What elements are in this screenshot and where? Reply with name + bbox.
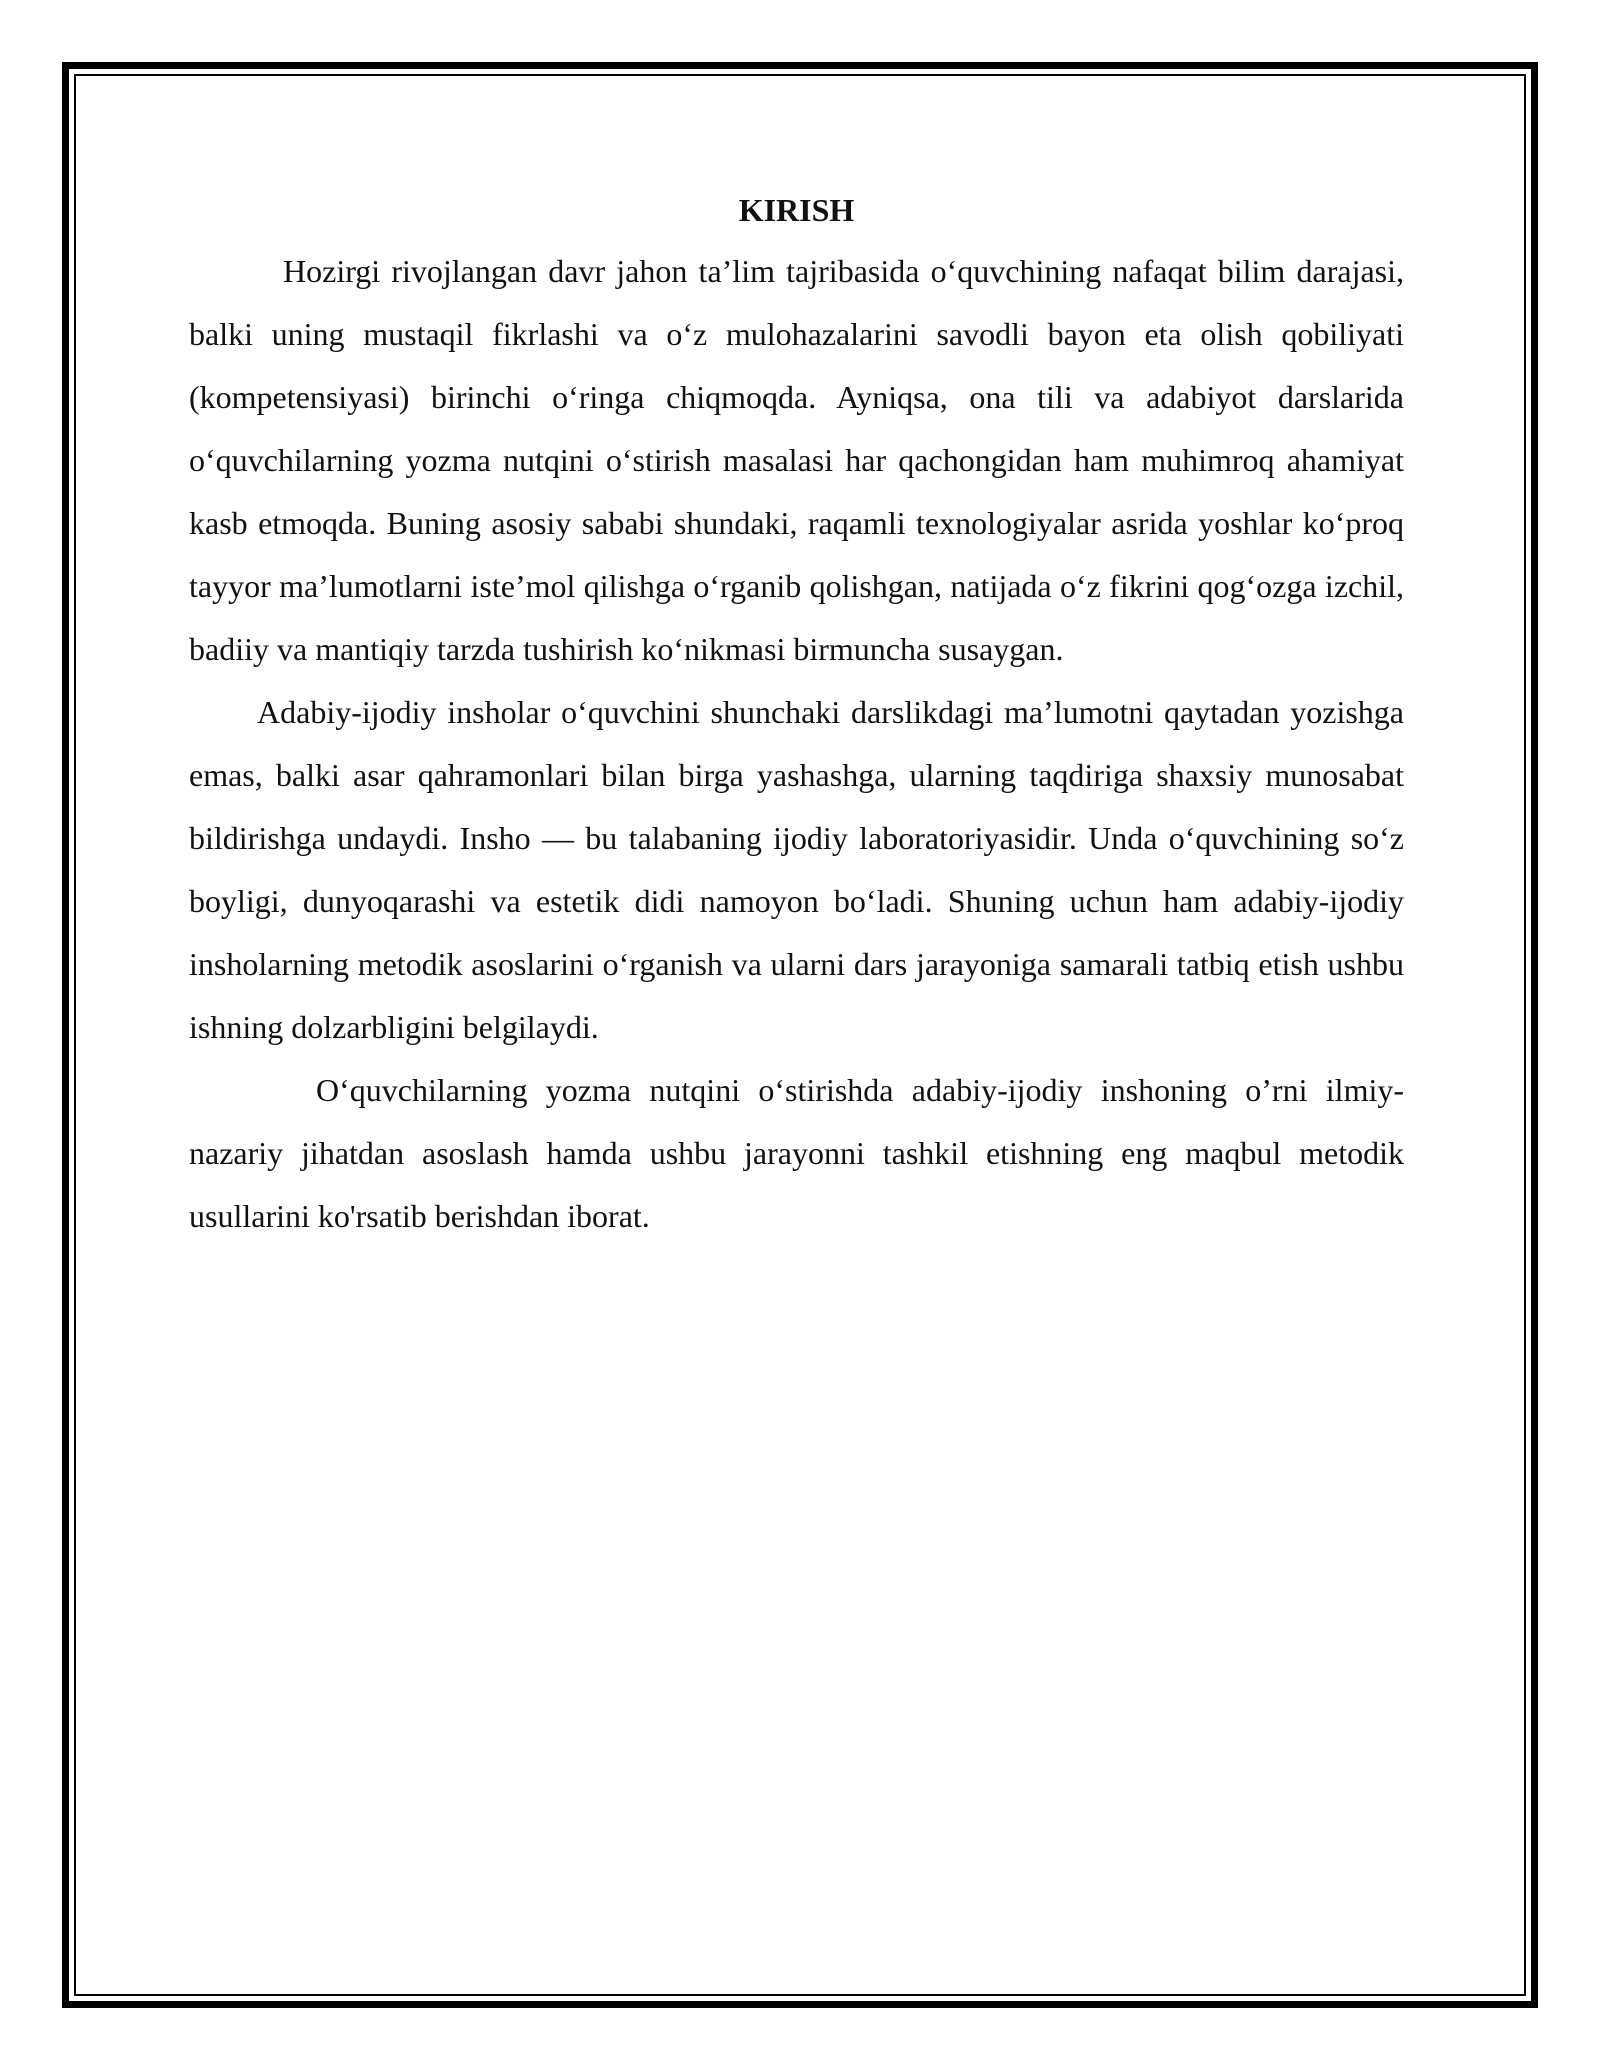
- paragraph-1: Hozirgi rivojlangan davr jahon ta’lim tajribasida o‘quvchining nafaqat bilim darajasi, balki uning mustaqil fikrlashi va o‘z mulohazalarini savodli bayon eta olish qobiliyati (kompetensiyasi) birinchi o‘ringa chiqmoqda. Ayniqsa, ona tili va adabiyot darslarida o‘quvchilarning yozma nutqini o‘stirish masalasi har qachongidan ham muhimroq ahamiyat kasb etmoqda. Buning asosiy sababi shundaki, raqamli texnologiyalar asrida yoshlar ko‘proq tayyor ma’lumotlarni iste’mol qilishga o‘rganib qolishgan, natijada o‘z fikrini qog‘ozga izchil, badiiy va mantiqiy tarzda tushirish ko‘nikmasi birmuncha susaygan.: [189, 253, 1404, 667]
- document-body: [189, 186, 1404, 1248]
- section-title: KIRISH: [738, 192, 855, 228]
- paragraph-3: O‘quvchilarning yozma nutqini o‘stirishda adabiy-ijodiy inshoning o’rni ilmiy-nazariy jihatdan asoslash hamda ushbu jarayonni tashkil etishning eng maqbul metodik usullarini ko'rsatib berishdan iborat.: [189, 1072, 1404, 1234]
- paragraph-2: Adabiy-ijodiy insholar o‘quvchini shunchaki darslikdagi ma’lumotni qaytadan yozishga emas, balki asar qahramonlari bilan birga yashashga, ularning taqdiriga shaxsiy munosabat bildirishga undaydi. Insho — bu talabaning ijodiy laboratoriyasidir. Unda o‘quvchining so‘z boyligi, dunyoqarashi va estetik didi namoyon bo‘ladi. Shuning uchun ham adabiy-ijodiy insholarning metodik asoslarini o‘rganish va ularni dars jarayoniga samarali tatbiq etish ushbu ishning dolzarbligini belgilaydi.: [189, 694, 1404, 1045]
